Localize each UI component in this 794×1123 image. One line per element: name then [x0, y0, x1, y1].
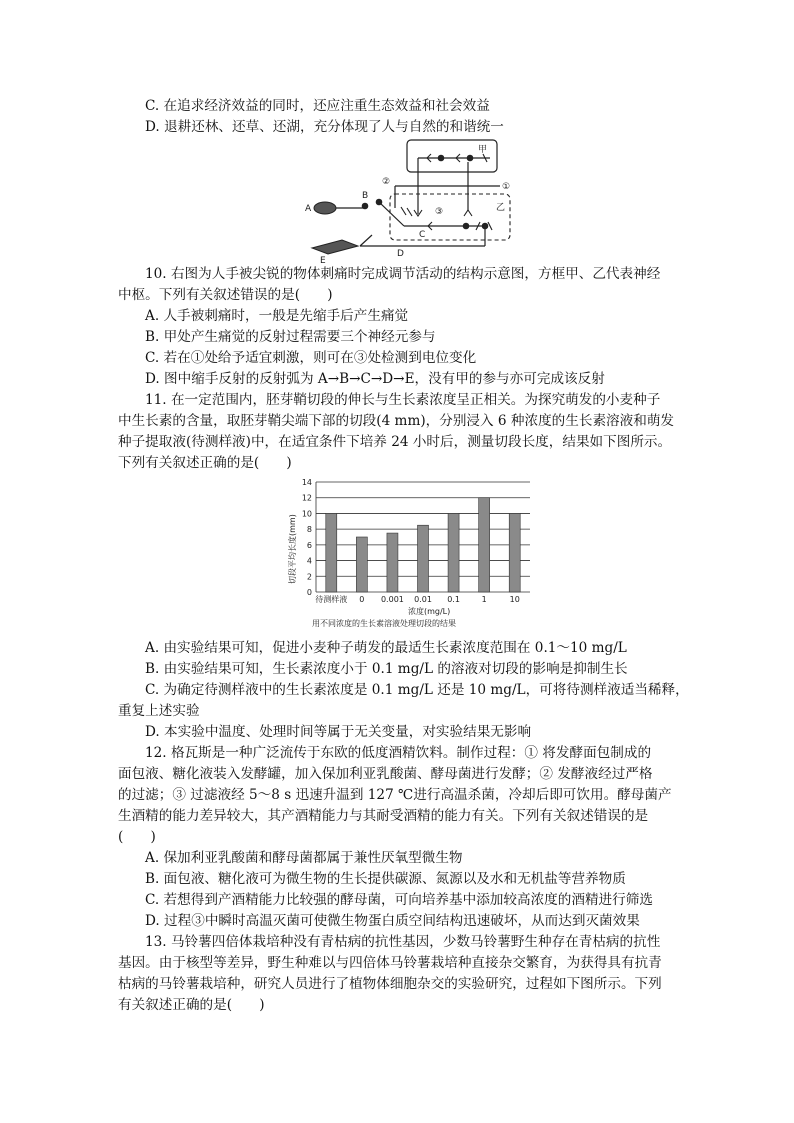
- q12-option-a: A. 保加利亚乳酸菌和酵母菌都属于兼性厌氧型微生物: [145, 850, 463, 866]
- q12-stem-2: 面包液、糖化液装入发酵罐，加入保加利亚乳酸菌、酵母菌进行发酵；② 发酵液经过严格: [118, 766, 653, 782]
- bar-5: [479, 498, 490, 592]
- y-tick-label: 4: [306, 556, 312, 566]
- q10-stem-1: 10. 右图为人手被尖锐的物体刺痛时完成调节活动的结构示意图，方框甲、乙代表神经: [145, 266, 661, 282]
- bar-2: [387, 533, 398, 592]
- label-2: ②: [382, 177, 391, 187]
- x-tick-label: 0.01: [414, 595, 432, 604]
- label-3: ③: [435, 207, 444, 217]
- bar-6: [509, 513, 520, 592]
- q12-option-c: C. 若想得到产酒精能力比较强的酵母菌，可向培养基中添加较高浓度的酒精进行筛选: [145, 892, 653, 908]
- q10-stem-2: 中枢。下列有关叙述错误的是( ): [118, 287, 333, 303]
- q13-stem-4: 有关叙述正确的是( ): [118, 997, 265, 1013]
- label-b: B: [362, 191, 369, 201]
- y-tick-label: 10: [301, 509, 312, 519]
- q9-option-c: C. 在追求经济效益的同时，还应注重生态效益和社会效益: [145, 98, 490, 114]
- q11-option-a: A. 由实验结果可知，促进小麦种子萌发的最适生长素浓度范围在 0.1～10 mg/L: [145, 640, 627, 656]
- q9-option-d: D. 退耕还林、还草、还湖，充分体现了人与自然的和谐统一: [145, 119, 504, 135]
- q10-option-a: A. 人手被刺痛时，一般是先缩手后产生痛觉: [145, 308, 409, 324]
- x-tick-label: 0.001: [380, 595, 404, 604]
- label-yi: 乙: [496, 203, 506, 213]
- y-tick-label: 14: [301, 478, 312, 487]
- label-jia: 甲: [478, 145, 488, 155]
- chart-caption: 用不同浓度的生长素溶液处理切段的结果: [312, 619, 456, 628]
- x-tick-label: 10: [509, 595, 520, 604]
- q10-option-b: B. 甲处产生痛觉的反射过程需要三个神经元参与: [145, 329, 436, 345]
- q11-stem-4: 下列有关叙述正确的是( ): [118, 455, 292, 471]
- q11-option-d: D. 本实验中温度、处理时间等属于无关变量，对实验结果无影响: [145, 724, 532, 740]
- q11-stem-2: 中生长素的含量，取胚芽鞘尖端下部的切段(4 mm)，分别浸入 6 种浓度的生长素溶液和萌发: [118, 413, 675, 429]
- q12-stem-1: 12. 格瓦斯是一种广泛流传于东欧的低度酒精饮料。制作过程：① 将发酵面包制成的: [145, 745, 652, 761]
- bar-0: [326, 513, 337, 592]
- q11-stem-3: 种子提取液(待测样液)中，在适宜条件下培养 24 小时后，测量切段长度，结果如下图所示。: [118, 434, 672, 450]
- q11-option-c-cont: 重复上述实验: [118, 703, 200, 719]
- label-a: A: [305, 204, 312, 214]
- q11-stem-1: 11. 在一定范围内，胚芽鞘切段的伸长与生长素浓度呈正相关。为探究萌发的小麦种子: [145, 392, 661, 408]
- label-d: D: [397, 249, 404, 259]
- x-tick-label: 0.1: [447, 595, 460, 604]
- q13-stem-1: 13. 马铃薯四倍体栽培种没有青枯病的抗性基因，少数马铃薯野生种存在青枯病的抗性: [145, 934, 661, 950]
- label-c: C: [419, 230, 426, 240]
- bar-1: [356, 537, 367, 592]
- q12-option-d: D. 过程③中瞬时高温灭菌可使微生物蛋白质空间结构迅速破坏，从而达到灭菌效果: [145, 913, 640, 929]
- q10-option-d: D. 图中缩手反射的反射弧为 A→B→C→D→E，没有甲的参与亦可完成该反射: [145, 371, 605, 387]
- q11-option-c: C. 为确定待测样液中的生长素浓度是 0.1 mg/L 还是 10 mg/L，可将待测样液适当稀释，: [145, 682, 689, 698]
- label-1: ①: [502, 182, 511, 192]
- q10-option-c: C. 若在①处给予适宜刺激，则可在③处检测到电位变化: [145, 350, 477, 366]
- q12-stem-5: ( ): [118, 829, 156, 845]
- label-e: E: [320, 256, 326, 264]
- bar-3: [418, 525, 429, 592]
- chart-ylabel: 切段平均长度(mm): [288, 514, 297, 584]
- y-tick-label: 2: [306, 572, 312, 582]
- bar-4: [448, 513, 459, 592]
- q13-stem-2: 基因。由于核型等差异，野生种难以与四倍体马铃薯栽培种直接杂交繁育，为获得具有抗青: [118, 955, 662, 971]
- effector-e-shape: [312, 240, 358, 254]
- q12-option-b: B. 面包液、糖化液可为微生物的生长提供碳源、氮源以及水和无机盐等营养物质: [145, 871, 626, 887]
- x-tick-label: 0: [359, 595, 365, 604]
- q11-option-b: B. 由实验结果可知，生长素浓度小于 0.1 mg/L 的溶液对切段的影响是抑制生长: [145, 661, 628, 677]
- y-tick-label: 6: [306, 540, 312, 550]
- receptor-a-shape: [314, 202, 336, 214]
- growth-bar-chart: [280, 474, 540, 634]
- y-tick-label: 0: [306, 588, 312, 597]
- y-tick-label: 8: [306, 525, 312, 535]
- q12-stem-4: 生酒精的能力差异较大，其产酒精能力与其耐受酒精的能力有关。下列有关叙述错误的是: [118, 808, 649, 824]
- x-tick-label: 1: [481, 595, 487, 604]
- y-tick-label: 12: [301, 493, 312, 503]
- chart-xlabel: 浓度(mg/L): [408, 607, 451, 616]
- center-yi-box: [390, 194, 510, 240]
- q12-stem-3: 的过滤；③ 过滤液经 5～8 s 迅速升温到 127 ℃进行高温杀菌，冷却后即可饮用。酵母菌产: [118, 787, 672, 803]
- reflex-arc-diagram: [300, 136, 530, 264]
- q13-stem-3: 枯病的马铃薯栽培种，研究人员进行了植物体细胞杂交的实验研究，过程如下图所示。下列: [118, 976, 662, 992]
- x-tick-label: 待测样液: [315, 595, 348, 604]
